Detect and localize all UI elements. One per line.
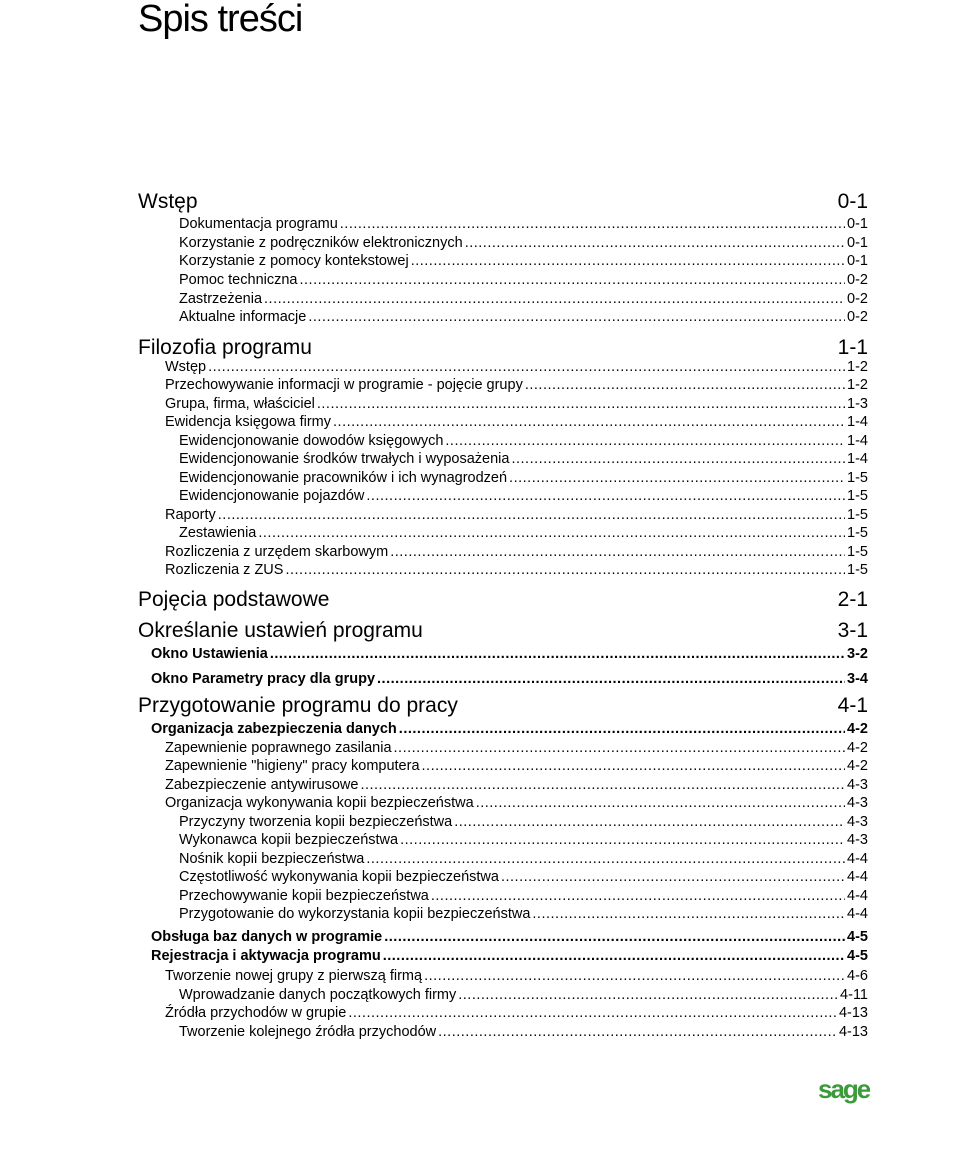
toc-leader-dots — [360, 777, 845, 793]
toc-leader-dots — [438, 1024, 837, 1040]
toc-entry-title: Wstęp — [138, 190, 198, 213]
toc-leader-dots — [384, 929, 845, 945]
toc-entry-page: 1-5 — [847, 544, 868, 560]
toc-entry-page: 4-2 — [847, 758, 868, 774]
toc-entry-title: Ewidencjonowanie dowodów księgowych — [179, 433, 444, 449]
toc-leader-dots — [218, 507, 845, 523]
toc-entry-title: Zapewnienie poprawnego zasilania — [165, 740, 392, 756]
toc-entry-page: 0-1 — [847, 235, 868, 251]
toc-entry-page: 4-3 — [847, 777, 868, 793]
toc-entry-title: Ewidencja księgowa firmy — [165, 414, 332, 430]
toc-leader-dots — [532, 906, 845, 922]
toc-entry[interactable] — [179, 470, 868, 486]
toc-entry-page: 0-2 — [847, 309, 868, 325]
toc-entry-title: Źródła przychodów w grupie — [165, 1005, 347, 1021]
toc-entry-page: 4-11 — [840, 987, 868, 1003]
toc-entry[interactable] — [179, 253, 868, 269]
toc-entry[interactable] — [165, 968, 868, 984]
toc-entry-title: Aktualne informacje — [179, 309, 307, 325]
toc-entry-title: Rejestracja i aktywacja programu — [151, 948, 381, 964]
toc-entry-title: Tworzenie kolejnego źródła przychodów — [179, 1024, 437, 1040]
toc-entry-page: 4-4 — [847, 851, 868, 867]
toc-leader-dots — [431, 888, 845, 904]
toc-leader-dots — [458, 987, 838, 1003]
toc-entry-title: Grupa, firma, właściciel — [165, 396, 315, 412]
toc-leader-dots — [465, 235, 845, 251]
toc-entry-page: 1-2 — [847, 377, 868, 393]
toc-entry-page: 4-5 — [847, 929, 868, 945]
toc-leader-dots — [258, 525, 845, 541]
toc-entry[interactable] — [179, 216, 868, 232]
toc-leader-dots — [476, 795, 845, 811]
toc-entry-title: Organizacja zabezpieczenia danych — [151, 721, 397, 737]
toc-entry[interactable] — [138, 694, 868, 718]
toc-leader-dots — [411, 253, 845, 269]
toc-entry-title: Przygotowanie programu do pracy — [138, 694, 458, 717]
toc-entry-page: 4-4 — [847, 869, 868, 885]
toc-entry-page: 4-3 — [847, 795, 868, 811]
toc-entry-page: 1-5 — [847, 562, 868, 578]
toc-leader-dots — [377, 671, 845, 687]
toc-entry[interactable] — [179, 291, 868, 307]
page-title: Spis treści — [138, 0, 303, 40]
toc-entry-title: Pomoc techniczna — [179, 272, 298, 288]
toc-entry-title: Określanie ustawień programu — [138, 619, 423, 642]
toc-entry[interactable] — [179, 869, 868, 885]
toc-entry-page: 4-1 — [837, 694, 868, 717]
toc-entry-page: 0-1 — [837, 190, 868, 213]
toc-entry-page: 4-13 — [838, 1005, 868, 1021]
toc-entry-title: Ewidencjonowanie pracowników i ich wynagrodzeń — [179, 470, 508, 486]
toc-leader-dots — [264, 291, 845, 307]
toc-entry-page: 1-1 — [837, 336, 868, 359]
toc-entry[interactable] — [179, 851, 868, 867]
toc-entry[interactable] — [179, 832, 868, 848]
toc-entry-title: Przygotowanie do wykorzystania kopii bezpieczeństwa — [179, 906, 531, 922]
toc-entry-title: Filozofia programu — [138, 336, 312, 359]
toc-leader-dots — [270, 646, 845, 662]
toc-entry-page: 0-2 — [847, 291, 868, 307]
toc-entry[interactable] — [179, 309, 868, 325]
toc-entry-title: Korzystanie z pomocy kontekstowej — [179, 253, 409, 269]
toc-entry-page: 1-3 — [847, 396, 868, 412]
toc-leader-dots — [348, 1005, 837, 1021]
toc-leader-dots — [308, 309, 845, 325]
toc-entry[interactable] — [179, 451, 868, 467]
toc-leader-dots — [400, 832, 845, 848]
toc-entry-title: Organizacja wykonywania kopii bezpieczeństwa — [165, 795, 474, 811]
toc-entry[interactable] — [165, 740, 868, 756]
toc-entry[interactable] — [165, 795, 868, 811]
toc-entry-page: 3-1 — [837, 619, 868, 642]
toc-leader-dots — [340, 216, 845, 232]
toc-leader-dots — [366, 488, 845, 504]
toc-entry[interactable] — [151, 929, 868, 945]
toc-leader-dots — [390, 544, 845, 560]
toc-entry-page: 0-1 — [847, 216, 868, 232]
toc-entry-page: 0-2 — [847, 272, 868, 288]
toc-entry-title: Wykonawca kopii bezpieczeństwa — [179, 832, 399, 848]
toc-leader-dots — [333, 414, 845, 430]
toc-entry[interactable] — [138, 588, 868, 612]
toc-entry-title: Pojęcia podstawowe — [138, 588, 330, 611]
toc-entry[interactable] — [138, 619, 868, 643]
toc-entry-page: 4-3 — [847, 832, 868, 848]
toc-entry-title: Rozliczenia z urzędem skarbowym — [165, 544, 389, 560]
toc-leader-dots — [454, 814, 845, 830]
toc-leader-dots — [424, 968, 845, 984]
toc-entry-title: Dokumentacja programu — [179, 216, 338, 232]
toc-entry-title: Wstęp — [165, 359, 207, 375]
toc-entry-page: 4-2 — [847, 740, 868, 756]
toc-entry-title: Ewidencjonowanie pojazdów — [179, 488, 365, 504]
toc-entry-page: 1-4 — [847, 451, 868, 467]
toc-entry-title: Zastrzeżenia — [179, 291, 263, 307]
toc-leader-dots — [399, 721, 845, 737]
toc-entry-title: Przechowywanie kopii bezpieczeństwa — [179, 888, 429, 904]
toc-entry-page: 1-5 — [847, 470, 868, 486]
toc-entry[interactable] — [151, 721, 868, 737]
toc-entry[interactable] — [179, 488, 868, 504]
toc-entry-page: 2-1 — [837, 588, 868, 611]
sage-logo-text: sage — [818, 1074, 870, 1104]
toc-entry-title: Ewidencjonowanie środków trwałych i wyposażenia — [179, 451, 510, 467]
toc-entry[interactable] — [165, 396, 868, 412]
toc-entry-page: 3-2 — [847, 646, 868, 662]
toc-entry[interactable] — [179, 235, 868, 251]
toc-entry-page: 4-2 — [847, 721, 868, 737]
toc-entry[interactable] — [179, 525, 868, 541]
toc-entry-page: 1-2 — [847, 359, 868, 375]
toc-leader-dots — [422, 758, 846, 774]
toc-entry[interactable] — [179, 1024, 868, 1040]
toc-entry[interactable] — [165, 1005, 868, 1021]
toc-leader-dots — [383, 948, 845, 964]
toc-entry-title: Zestawienia — [179, 525, 257, 541]
toc-entry-page: 4-6 — [847, 968, 868, 984]
toc-entry-page: 4-4 — [847, 888, 868, 904]
toc-entry-title: Okno Ustawienia — [151, 646, 268, 662]
toc-leader-dots — [208, 359, 845, 375]
toc-entry-title: Zapewnienie "higieny" pracy komputera — [165, 758, 420, 774]
toc-entry[interactable] — [165, 562, 868, 578]
toc-entry[interactable] — [179, 987, 868, 1003]
toc-entry[interactable] — [179, 814, 868, 830]
toc-entry[interactable] — [165, 359, 868, 375]
toc-entry-title: Okno Parametry pracy dla grupy — [151, 671, 376, 687]
toc-leader-dots — [317, 396, 845, 412]
toc-entry-page: 1-4 — [847, 433, 868, 449]
toc-entry[interactable] — [165, 414, 868, 430]
toc-leader-dots — [394, 740, 846, 756]
toc-entry[interactable] — [165, 377, 868, 393]
toc-entry[interactable] — [179, 272, 868, 288]
toc-leader-dots — [366, 851, 845, 867]
toc-entry-title: Korzystanie z podręczników elektronicznych — [179, 235, 463, 251]
toc-leader-dots — [285, 562, 845, 578]
toc-leader-dots — [445, 433, 845, 449]
toc-entry-page: 4-3 — [847, 814, 868, 830]
toc-entry[interactable] — [165, 758, 868, 774]
toc-entry[interactable] — [138, 336, 868, 360]
toc-entry[interactable] — [179, 888, 868, 904]
toc-leader-dots — [509, 470, 845, 486]
toc-entry-title: Raporty — [165, 507, 216, 523]
toc-entry-title: Częstotliwość wykonywania kopii bezpieczeństwa — [179, 869, 499, 885]
toc-entry[interactable] — [179, 433, 868, 449]
toc-entry-title: Rozliczenia z ZUS — [165, 562, 284, 578]
toc-entry[interactable] — [151, 646, 868, 662]
toc-leader-dots — [299, 272, 845, 288]
toc-entry-title: Tworzenie nowej grupy z pierwszą firmą — [165, 968, 423, 984]
toc-entry-page: 4-5 — [847, 948, 868, 964]
toc-entry-page: 3-4 — [847, 671, 868, 687]
sage-logo — [818, 1072, 870, 1108]
toc-entry-title: Zabezpieczenie antywirusowe — [165, 777, 359, 793]
toc-entry-page: 1-4 — [847, 414, 868, 430]
toc-leader-dots — [525, 377, 845, 393]
toc-entry[interactable] — [151, 671, 868, 687]
toc-entry[interactable] — [151, 948, 868, 964]
toc-entry-page: 4-13 — [838, 1024, 868, 1040]
toc-entry[interactable] — [165, 777, 868, 793]
toc-leader-dots — [511, 451, 845, 467]
toc-entry-page: 0-1 — [847, 253, 868, 269]
toc-entry-page: 1-5 — [847, 525, 868, 541]
toc-leader-dots — [501, 869, 845, 885]
toc-entry-title: Przechowywanie informacji w programie - pojęcie grupy — [165, 377, 523, 393]
toc-entry-page: 4-4 — [847, 906, 868, 922]
toc-entry-page: 1-5 — [847, 488, 868, 504]
toc-entry[interactable] — [179, 906, 868, 922]
toc-entry-title: Obsługa baz danych w programie — [151, 929, 383, 945]
toc-entry-title: Nośnik kopii bezpieczeństwa — [179, 851, 365, 867]
toc-entry-title: Przyczyny tworzenia kopii bezpieczeństwa — [179, 814, 453, 830]
toc-entry-title: Wprowadzanie danych początkowych firmy — [179, 987, 457, 1003]
toc-entry-page: 1-5 — [847, 507, 868, 523]
toc-entry[interactable] — [165, 544, 868, 560]
toc-entry[interactable] — [165, 507, 868, 523]
toc-entry[interactable] — [138, 190, 868, 214]
